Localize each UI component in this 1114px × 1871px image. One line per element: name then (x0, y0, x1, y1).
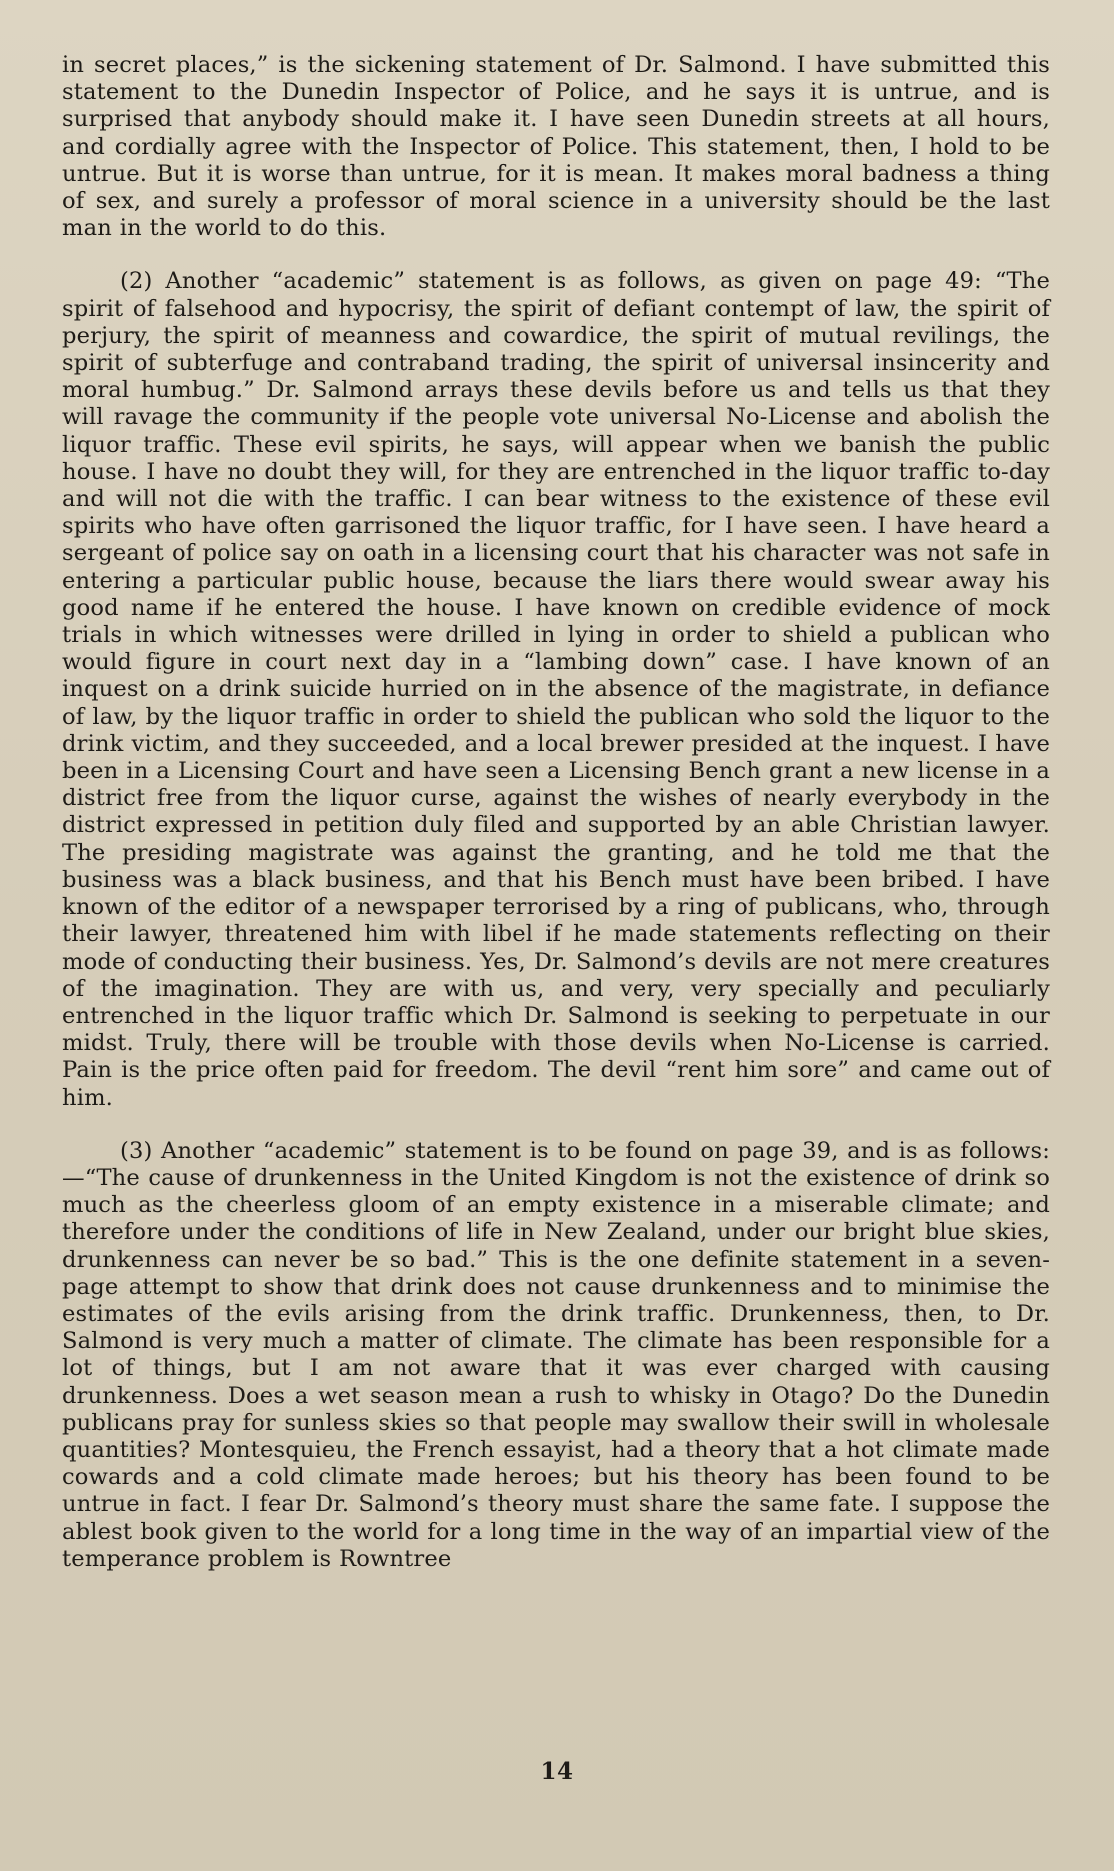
paragraph-continuation: in secret places,” is the sickening statement of Dr. Salmond. I have submitted this statement to the Dunedin Inspector of Police, and he says it is untrue, and is surprised that anybody should make it. I have seen Dunedin streets at all hours, and cordially agree with the Inspector of Police. This statement, then, I hold to be untrue. But it is worse than untrue, for it is mean. It makes moral badness a thing of sex, and surely a professor of moral science in a university should be the last man in the world to do this. (62, 52, 1050, 242)
page-number: 14 (540, 1758, 574, 1785)
paragraph-2: (2) Another “academic” statement is as follows, as given on page 49: “The spirit of falsehood and hypocrisy, the spirit of defiant contempt of law, the spirit of perjury, the spirit of meanness and cowardice, the spirit of mutual revilings, the spirit of subterfuge and contraband trading, the spirit of universal insincerity and moral humbug.” Dr. Salmond arrays these devils before us and tells us that they will ravage the community if the people vote universal No-License and abolish the liquor traffic. These evil spirits, he says, will appear when we banish the public house. I have no doubt they will, for they are entrenched in the liquor traffic to-day and will not die with the traffic. I can bear witness to the existence of these evil spirits who have often garrisoned the liquor traffic, for I have seen. I have heard a sergeant of police say on oath in a licensing court that his character was not safe in entering a particular public house, because the liars there would swear away his good name if he entered the house. I have known on credible evidence of mock trials in which witnesses were drilled in lying in order to shield a publican who would figure in court next day in a “lambing down” case. I have known of an inquest on a drink suicide hurried on in the absence of the magistrate, in defiance of law, by the liquor traffic in order to shield the publican who sold the liquor to the drink victim, and they succeeded, and a local brewer presided at the inquest. I have been in a Licensing Court and have seen a Licensing Bench grant a new license in a district free from the liquor curse, against the wishes of nearly everybody in the district expressed in petition duly filed and supported by an able Christian lawyer. The presiding magistrate was against the granting, and he told me that the business was a black business, and that his Bench must have been bribed. I have known of the editor of a newspaper terrorised by a ring of publicans, who, through their lawyer, threatened him with libel if he made statements reflecting on their mode of conducting their business. Yes, Dr. Salmond’s devils are not mere creatures of the imagination. They are with us, and very, very specially and peculiarly entrenched in the liquor traffic which Dr. Salmond is seeking to perpetuate in our midst. Truly, there will be trouble with those devils when No-License is carried. Pain is the price often paid for freedom. The devil “rent him sore” and came out of him. (62, 268, 1050, 1111)
paragraph-3: (3) Another “academic” statement is to be found on page 39, and is as follows:—“The cause of drunkenness in the United Kingdom is not the existence of drink so much as the cheerless gloom of an empty existence in a miserable climate; and therefore under the conditions of life in New Zealand, under our bright blue skies, drunkenness can never be so bad.” This is the one definite statement in a seven-page attempt to show that drink does not cause drunkenness and to minimise the estimates of the evils arising from the drink traffic. Drunkenness, then, to Dr. Salmond is very much a matter of climate. The climate has been responsible for a lot of things, but I am not aware that it was ever charged with causing drunkenness. Does a wet season mean a rush to whisky in Otago? Do the Dunedin publicans pray for sunless skies so that people may swallow their swill in wholesale quantities? Montesquieu, the French essayist, had a theory that a hot climate made cowards and a cold climate made heroes; but his theory has been found to be untrue in fact. I fear Dr. Salmond’s theory must share the same fate. I suppose the ablest book given to the world for a long time in the way of an impartial view of the temperance problem is Rowntree (62, 1137, 1050, 1572)
